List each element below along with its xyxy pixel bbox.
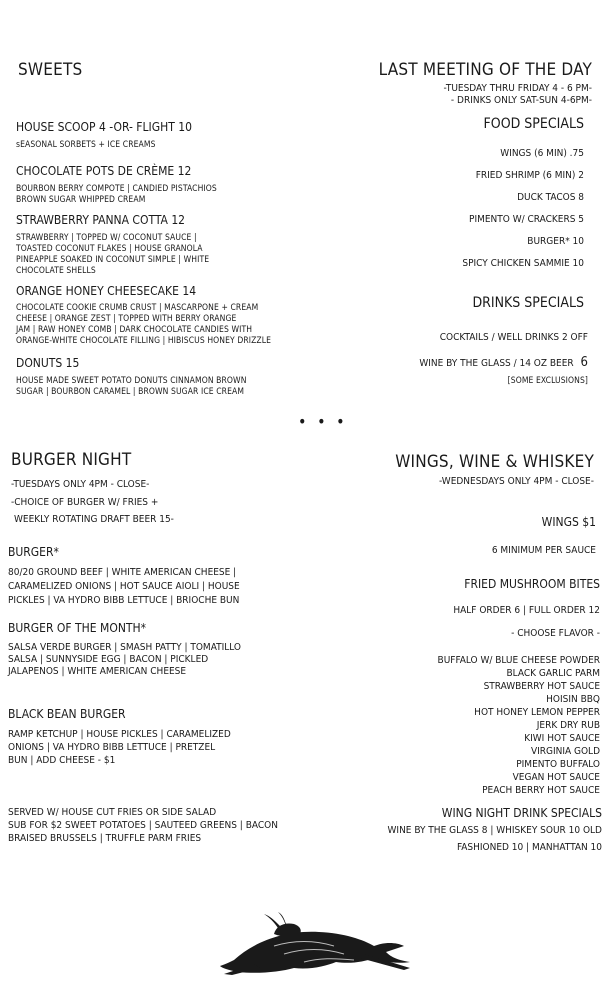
burger-night-title: BURGER NIGHT — [11, 450, 132, 470]
mushroom-price: HALF ORDER 6 | FULL ORDER 12 — [453, 605, 600, 616]
wings-hours: -WEDNESDAYS ONLY 4PM - CLOSE- — [438, 476, 594, 487]
drink-special — [419, 355, 588, 370]
wing-drink-special: FASHIONED 10 | MANHATTAN 10 — [456, 842, 602, 853]
section-divider: • • • — [298, 412, 348, 431]
flavor-item: PIMENTO BUFFALO — [516, 759, 600, 770]
desc-line: 80/20 GROUND BEEF | WHITE AMERICAN CHEESE | — [8, 567, 237, 578]
desc-line: BOURBON BERRY COMPOTE | CANDIED PISTACHIOS — [16, 184, 217, 194]
exclusions-note: [SOME EXCLUSIONS] — [507, 376, 588, 386]
desc-line: PICKLES | VA HYDRO BIBB LETTUCE | BRIOCHE BUN — [8, 595, 240, 606]
food-specials-title: FOOD SPECIALS — [483, 116, 584, 132]
desc-line: STRAWBERRY | TOPPED W/ COCONUT SAUCE | — [16, 233, 197, 243]
menu-item-name: BLACK BEAN BURGER — [8, 707, 126, 721]
flavor-item: STRAWBERRY HOT SAUCE — [483, 681, 600, 692]
desc-line: JALAPENOS | WHITE AMERICAN CHEESE — [8, 666, 187, 677]
desc-line: RAMP KETCHUP | HOUSE PICKLES | CARAMELIZED — [8, 729, 231, 740]
flavor-item: BLACK GARLIC PARM — [506, 668, 600, 679]
menu-item-name: CHOCOLATE POTS DE CRÈME 12 — [16, 164, 192, 178]
wing-drink-title: WING NIGHT DRINK SPECIALS — [441, 806, 602, 820]
flavor-item: HOT HONEY LEMON PEPPER — [474, 707, 600, 718]
desc-line: BUN | ADD CHEESE - $1 — [8, 755, 116, 766]
drink-special: COCKTAILS / WELL DRINKS 2 OFF — [439, 332, 588, 343]
desc-line: PINEAPPLE SOAKED IN COCONUT SIMPLE | WHITE — [16, 255, 210, 265]
special-item: BURGER* 10 — [527, 236, 584, 247]
flavor-item: HOISIN BBQ — [546, 694, 600, 705]
footer-line: SERVED W/ HOUSE CUT FRIES OR SIDE SALAD — [8, 807, 217, 818]
desc-line: BROWN SUGAR WHIPPED CREAM — [16, 195, 146, 205]
wing-drink-special: WINE BY THE GLASS 8 | WHISKEY SOUR 10 OLD — [387, 825, 602, 836]
flavor-item: VEGAN HOT SAUCE — [512, 772, 600, 783]
desc-line: CARAMELIZED ONIONS | HOT SAUCE AIOLI | HOUSE — [8, 581, 240, 592]
menu-item-name: HOUSE SCOOP 4 -OR- FLIGHT 10 — [16, 120, 192, 134]
hare-icon — [214, 912, 424, 976]
last-meeting-drinks-hours: - DRINKS ONLY SAT-SUN 4-6PM- — [450, 95, 592, 106]
menu-item-desc — [8, 642, 241, 678]
menu-item-desc — [8, 566, 240, 608]
desc-line: CHOCOLATE COOKIE CRUMB CRUST | MASCARPONE + CREAM — [16, 303, 259, 313]
menu-item-name: DONUTS 15 — [16, 356, 80, 370]
sweets-title: SWEETS — [18, 60, 83, 80]
menu-item-desc — [16, 376, 247, 398]
menu-item-name: BURGER OF THE MONTH* — [8, 621, 147, 635]
menu-item-desc — [8, 728, 231, 767]
drink-special-label: WINE BY THE GLASS / 14 OZ BEER — [419, 358, 574, 369]
desc-line: ORANGE-WHITE CHOCOLATE FILLING | HIBISCUS HONEY DRIZZLE — [16, 336, 272, 346]
flavor-item: KIWI HOT SAUCE — [524, 733, 600, 744]
drink-special-price: 6 — [580, 355, 588, 370]
burger-footer — [8, 806, 278, 845]
choose-flavor: - CHOOSE FLAVOR - — [511, 628, 600, 639]
special-item: PIMENTO W/ CRACKERS 5 — [469, 214, 584, 225]
running-hare-logo — [214, 912, 424, 976]
mushroom-title: FRIED MUSHROOM BITES — [464, 577, 600, 591]
flavor-list — [438, 654, 600, 797]
desc-line: TOASTED COCONUT FLAKES | HOUSE GRANOLA — [16, 244, 203, 254]
last-meeting-hours: -TUESDAY THRU FRIDAY 4 - 6 PM- — [443, 83, 592, 94]
desc-line: CHOCOLATE SHELLS — [16, 266, 96, 276]
drinks-specials-title: DRINKS SPECIALS — [472, 295, 584, 311]
footer-line: BRAISED BRUSSELS | TRUFFLE PARM FRIES — [8, 833, 202, 844]
flavor-item: JERK DRY RUB — [536, 720, 600, 731]
wings-minimum: 6 MINIMUM PER SAUCE — [491, 545, 596, 556]
flavor-item: BUFFALO W/ BLUE CHEESE POWDER — [437, 655, 600, 666]
last-meeting-title: LAST MEETING OF THE DAY — [378, 60, 592, 80]
special-item: WINGS (6 MIN) .75 — [500, 148, 584, 159]
menu-item-desc — [16, 303, 271, 347]
special-item: DUCK TACOS 8 — [517, 192, 584, 203]
desc-line: SALSA | SUNNYSIDE EGG | BACON | PICKLED — [8, 654, 209, 665]
burger-night-deal: WEEKLY ROTATING DRAFT BEER 15- — [14, 514, 174, 525]
menu-item-desc — [16, 233, 209, 277]
menu-item-name: ORANGE HONEY CHEESECAKE 14 — [16, 284, 197, 298]
flavor-item: PEACH BERRY HOT SAUCE — [482, 785, 600, 796]
desc-line: JAM | RAW HONEY COMB | DARK CHOCOLATE CANDIES WITH — [16, 325, 253, 335]
menu-item-name: BURGER* — [8, 545, 59, 559]
burger-night-hours: -TUESDAYS ONLY 4PM - CLOSE- — [11, 479, 150, 490]
desc-line: HOUSE MADE SWEET POTATO DONUTS CINNAMON BROWN — [16, 376, 247, 386]
desc-line: CHEESE | ORANGE ZEST | TOPPED WITH BERRY ORANGE — [16, 314, 237, 324]
wings-price: WINGS $1 — [541, 515, 596, 529]
burger-night-deal: -CHOICE OF BURGER W/ FRIES + — [11, 497, 159, 508]
desc-line: SUGAR | BOURBON CARAMEL | BROWN SUGAR ICE CREAM — [16, 387, 245, 397]
menu-item-desc — [16, 184, 217, 206]
menu-item-name: STRAWBERRY PANNA COTTA 12 — [16, 213, 186, 227]
special-item: SPICY CHICKEN SAMMIE 10 — [462, 258, 584, 269]
special-item: FRIED SHRIMP (6 MIN) 2 — [475, 170, 584, 181]
desc-line: ONIONS | VA HYDRO BIBB LETTUCE | PRETZEL — [8, 742, 216, 753]
flavor-item: VIRGINIA GOLD — [530, 746, 600, 757]
menu-item-desc: sEASONAL SORBETS + ICE CREAMS — [16, 140, 156, 150]
footer-line: SUB FOR $2 SWEET POTATOES | SAUTEED GREENS | BACON — [8, 820, 278, 831]
desc-line: SALSA VERDE BURGER | SMASH PATTY | TOMATILLO — [8, 642, 241, 653]
wings-title: WINGS, WINE & WHISKEY — [395, 452, 594, 472]
